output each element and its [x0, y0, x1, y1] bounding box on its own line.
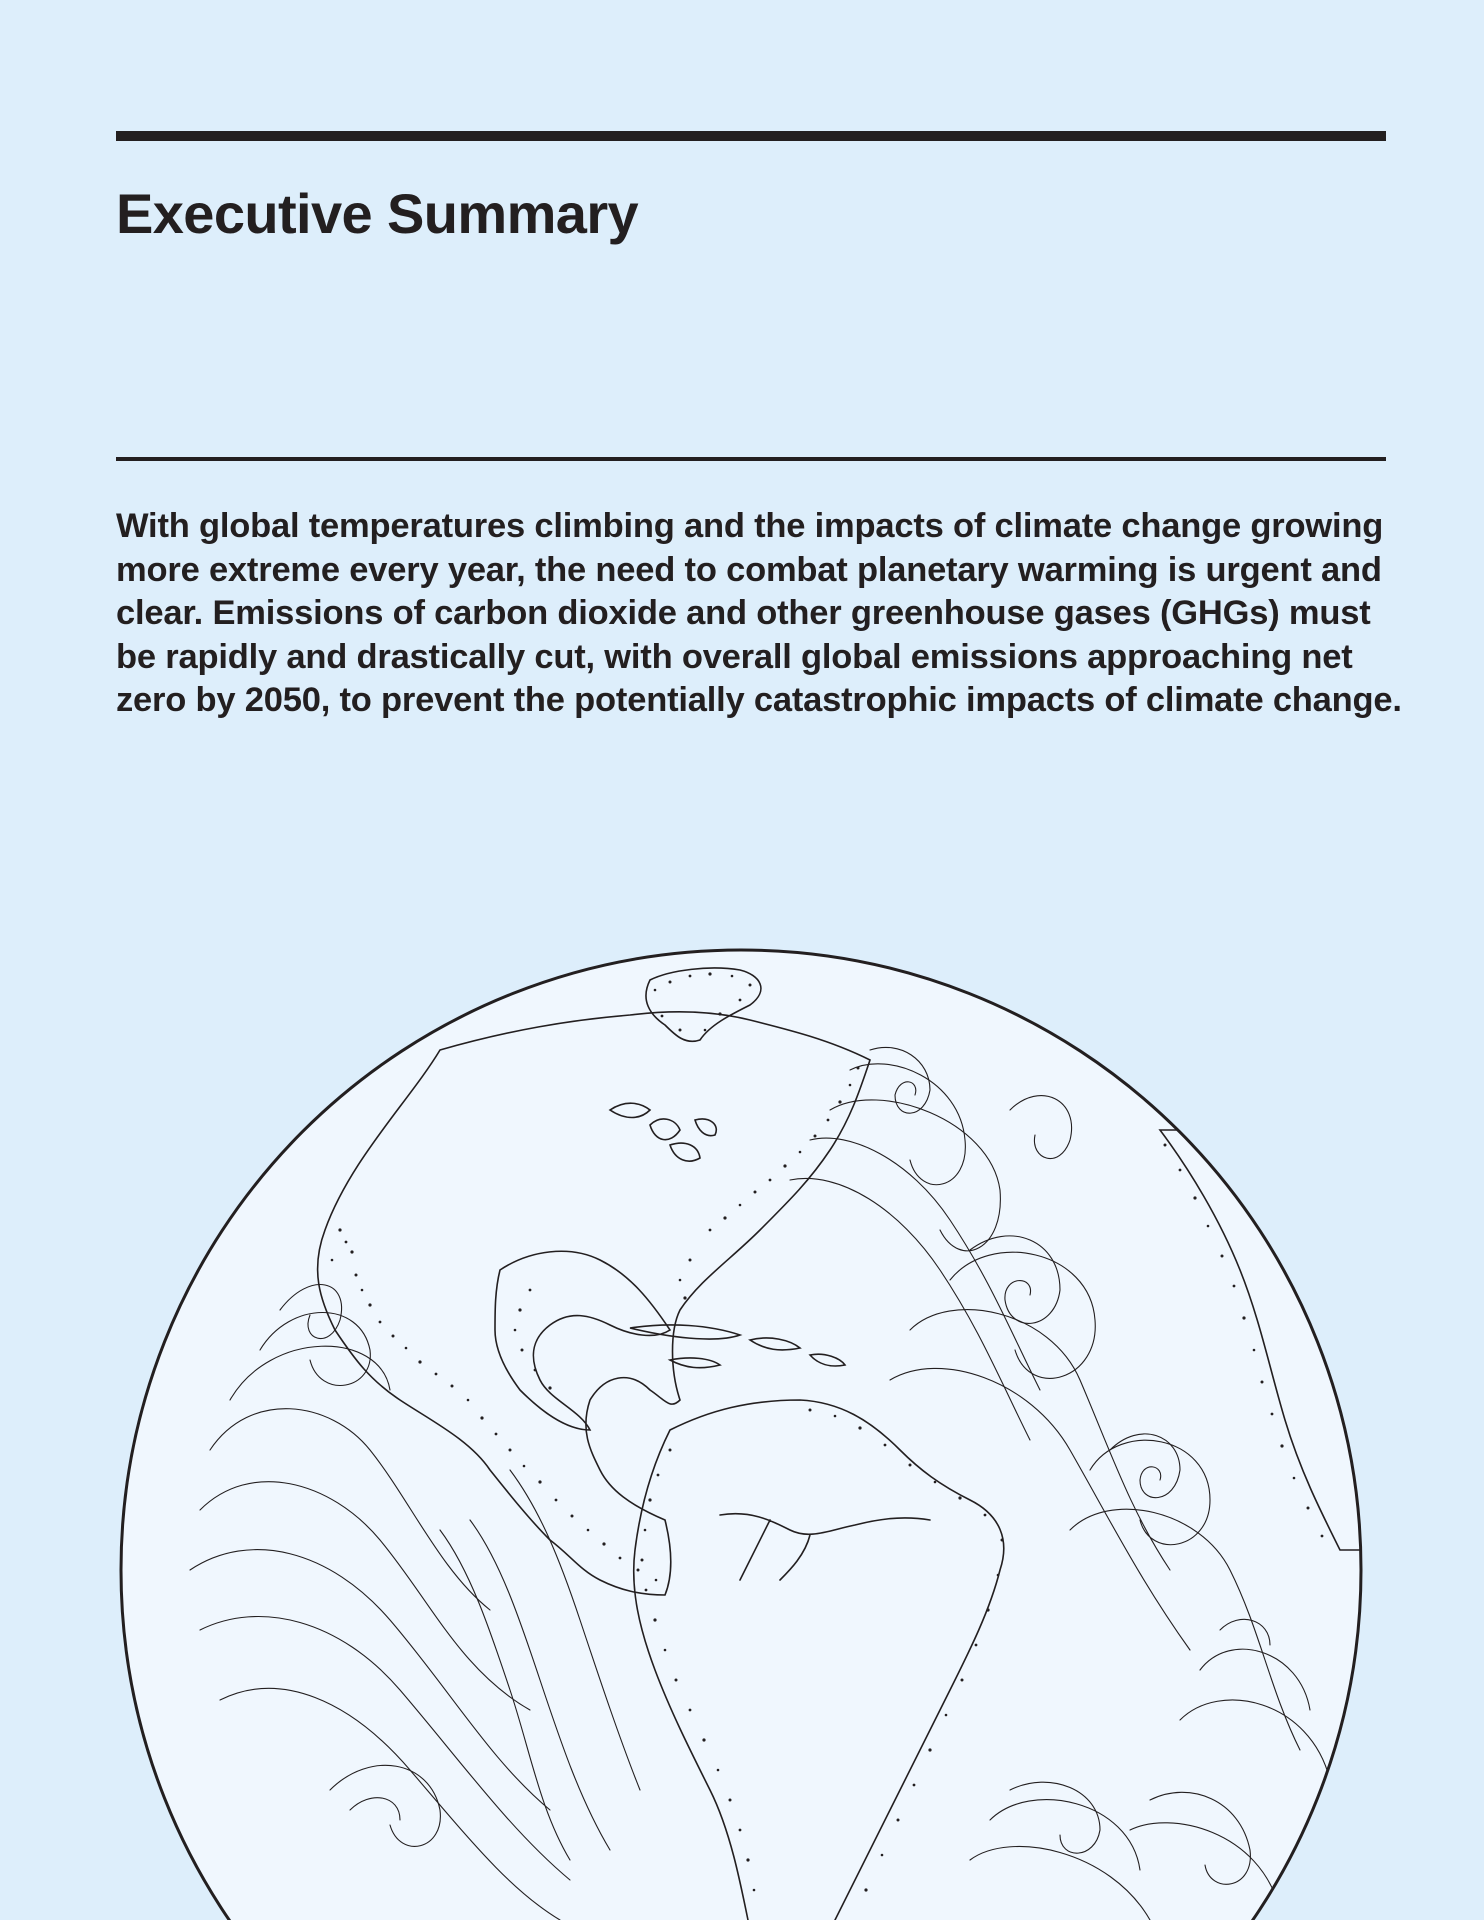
summary-paragraph: With global temperatures climbing and the impacts of climate change growing more extreme every year, the need to combat planetary warming is urgent and clear. Emissions of carbon dioxide and other greenhouse gases (GHGs) must be rapidly and drastically cut, with overall global emissions approaching net zero by 2050, to prevent the potentially catastrophic impacts of climate change. — [116, 507, 1402, 720]
globe-illustration — [110, 930, 1370, 1920]
globe-disc — [121, 950, 1361, 1920]
globe-icon — [110, 930, 1370, 1920]
page-title: Executive Summary — [116, 182, 639, 245]
section-rule — [116, 457, 1386, 461]
top-rule — [116, 131, 1386, 141]
